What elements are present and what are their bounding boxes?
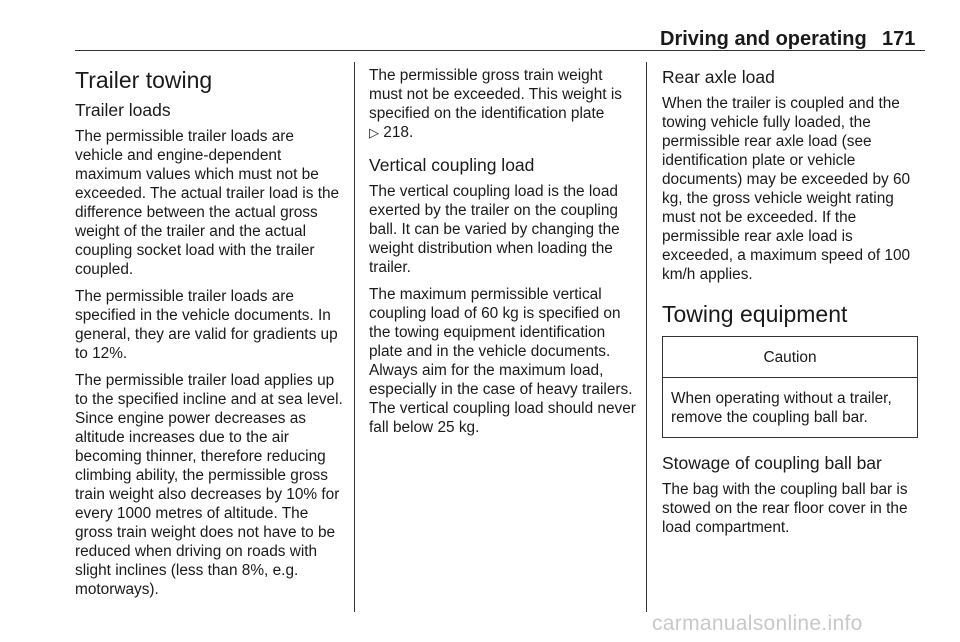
- paragraph: The bag with the coupling ball bar is stowed on the rear floor cover in the load compartment.: [662, 481, 908, 536]
- subheading-vertical-coupling-load: Vertical coupling load: [369, 155, 535, 175]
- column-3: [662, 66, 928, 545]
- caution-title: Caution: [663, 337, 917, 378]
- caution-text: When operating without a trailer, remove the coupling ball bar.: [671, 390, 892, 426]
- intro-text: The permissible gross train weight must not be exceeded. This weight is specified on the identification plate: [369, 67, 622, 122]
- paragraph: When the trailer is coupled and the towing vehicle fully loaded, the permissible rear axle load (see identification plate or vehicle documents) may be exceeded by 60 kg, the gross vehicle weight rating must not be exceeded. If the permissible rear axle load is exceeded, a maximum speed of 100 km/h applies.: [662, 95, 911, 283]
- caution-box: [662, 336, 918, 438]
- subheading-trailer-loads: Trailer loads: [75, 100, 171, 120]
- paragraph: [369, 66, 637, 142]
- running-header-title: Driving and operating: [660, 28, 867, 50]
- subheading-stowage: Stowage of coupling ball bar: [662, 453, 882, 473]
- column-1: [75, 66, 345, 607]
- cross-reference-page[interactable]: 218.: [383, 124, 414, 141]
- page-number: 171: [882, 28, 916, 50]
- column-2: [369, 66, 637, 445]
- paragraph: The permissible trailer load applies up to the specified incline and at sea level. Since engine power decreases as altitude increases due to the air becoming thinner, therefore reducing climbing ability, the permissible gross train weight also decreases by 10% for every 1000 metres of altitude. The gross train weight does not have to be reduced when driving on roads with slight inclines (less than 8%, e.g. motorways).: [75, 372, 343, 598]
- column-divider-1: [354, 62, 355, 612]
- paragraph: The vertical coupling load is the load exerted by the trailer on the coupling ball. It can be varied by changing the weight distribution when loading the trailer.: [369, 183, 620, 276]
- paragraph: The maximum permissible vertical coupling load of 60 kg is specified on the towing equipment identification plate and in the vehicle documents. Always aim for the maximum load, especially in the case of heavy trailers. The vertical coupling load should never fall below 25 kg.: [369, 286, 636, 436]
- cross-reference-arrow-icon: ▷: [369, 125, 379, 140]
- paragraph: The permissible trailer loads are vehicle and engine-dependent maximum values which must not be exceeded. The actual trailer load is the difference between the actual gross weight of the trailer and the actual coupling socket load with the trailer coupled.: [75, 128, 340, 278]
- watermark: carmanualsonline.info: [652, 612, 863, 635]
- column-divider-2: [646, 62, 647, 612]
- paragraph: The permissible trailer loads are specified in the vehicle documents. In general, they are valid for gradients up to 12%.: [75, 288, 338, 362]
- header-rule: [75, 50, 925, 51]
- section-heading-trailer-towing: Trailer towing: [75, 67, 213, 93]
- subheading-rear-axle-load: Rear axle load: [662, 67, 775, 87]
- section-heading-towing-equipment: Towing equipment: [662, 301, 848, 327]
